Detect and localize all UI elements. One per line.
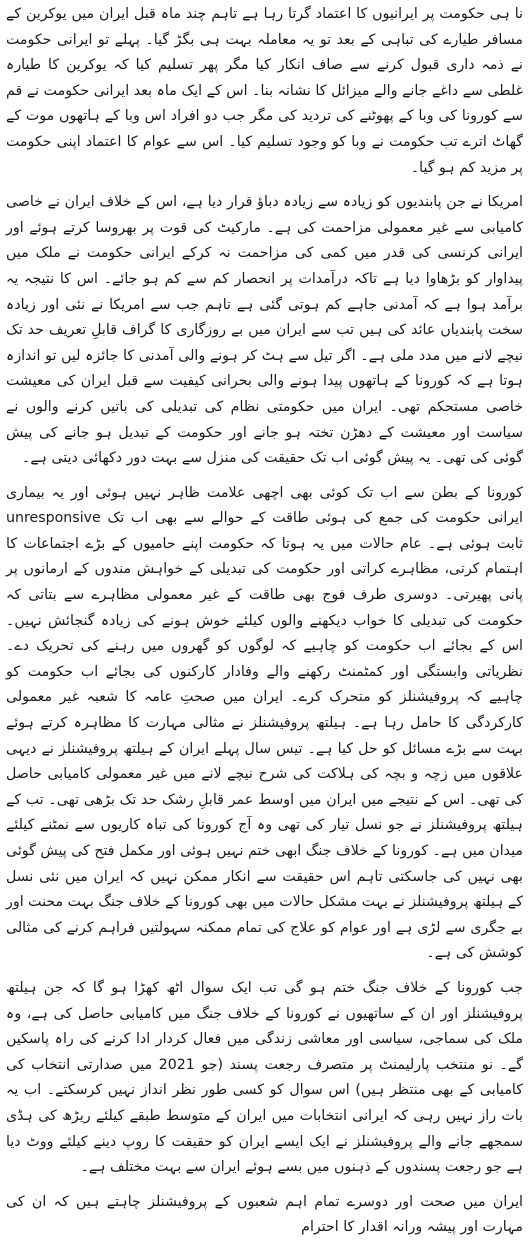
article-body [6,2,523,1241]
closing-line: ایران میں صحت اور دوسرے تمام اہم شعبوں کے پروفیشنلز چاہتے ہیں کہ ان کی مہارت اور پیشہ ورانہ اقدار کا احترام [6,1193,523,1236]
paragraph-4: جب کورونا کے خلاف جنگ ختم ہو گی تب ایک سوال اٹھ کھڑا ہو گا کہ جن ہیلتھ پروفیشنلز اور ان کے ساتھیوں نے کورونا کے خلاف جنگ میں کامیابی حاصل کی ہے، وہ ملک کی سماجی، سیاسی اور معاشی زندگی میں فعال کردار ادا کرنے کی راہ پاسکیں گے۔ نو منتخب پارلیمنٹ پر متصرف رجعت پسند (جو 2021 میں صدارتی انتخاب کی کامیابی کے بھی منتظر ہیں) اس سوال کو کسی طور نظر انداز نہیں کرسکتے۔ اب یہ بات راز نہیں رہی کہ ایرانی انتخابات میں ایران کے متوسط طبقے کیلئے ریڑھ کی ہڈی سمجھے جانے والے پروفیشنلز نے ایک ایسے ایران کو حقیقت کا روپ دینے کیلئے ووٹ دیا ہے جو رجعت پسندوں کے ذہنوں میں بسے ہوئے ایران سے بہت مختلف ہے۔ [6,979,523,1176]
paragraph-2: امریکا نے جن پابندیوں کو زیادہ سے زیادہ دباؤ قرار دیا ہے، اس کے خلاف ایران نے خاصی کامیابی سے غیر معمولی مزاحمت کی ہے۔ مارکیٹ کی قوت پر بھروسا کرتے ہوئے اور ایرانی کرنسی کی قدر میں کمی کی مزاحمت نہ کرکے ایرانی حکومت نے ملک میں پیداوار کو بڑھاوا دیا ہے تاکہ درآمدات پر انحصار کم سے کم ہو جائے۔ اس کا نتیجہ یہ برآمد ہوا ہے کہ آمدنی جاہے کم ہوتی گئی ہے تاہم جب سے امریکا نے نئی اور زیادہ سخت پابندیاں عائد کی ہیں تب سے ایران میں بے روزگاری کا گراف قابلِ تعریف حد تک نیچے لانے میں مدد ملی ہے۔ اگر تیل سے ہٹ کر ہونے والی آمدنی کا جائزہ لیں تو اندازہ ہوتا ہے کہ کورونا کے ہاتھوں پیدا ہونے والی بحرانی کیفیت سے قبل ایران کی معیشت خاصی مستحکم تھی۔ ایران میں حکومتی نظام کی تبدیلی کی باتیں کرنے والوں نے سیاست اور معیشت کے دھڑن تختہ ہو جانے اور حکومت کے تبدیل ہو جانے کی پیش گوئی کی تھی۔ یہ پیش گوئی اب تک حقیقت کی منزل سے بہت دور دکھائی دیتی ہے۔ [6,194,523,467]
paragraph-1: نا ہی حکومت پر ایرانیوں کا اعتماد گرتا رہا ہے تاہم چند ماہ قبل ایران میں یوکرین کے مسافر طیارے کی تباہی کے بعد تو یہ معاملہ بہت ہی بگڑ گیا۔ پہلے تو ایرانی حکومت نے ذمہ داری قبول کرنے سے صاف انکار کیا مگر پھر تسلیم کیا کہ یوکرین کا طیارہ غلطی سے داغے جانے والے میزائل کا نشانہ بنا۔ اس کے ایک ماہ بعد ایرانی حکومت نے قم سے کورونا کی وبا کے پھوٹنے کی تردید کی مگر جب دو افراد اس وبا کے ہاتھوں موت کے گھاٹ اترے تب حکومت نے وبا کو وجود تسلیم کیا۔ اس سے عوام کا اعتماد اپنی حکومت پر مزید کم ہو گیا۔ [6,6,523,176]
paragraph-3: کورونا کے بطن سے اب تک کوئی بھی اچھی علامت ظاہر نہیں ہوئی اور یہ بیماری ایرانی حکومت کی جمع کی ہوئی طاقت کے حوالے سے بھی اب تک unresponsive ثابت ہوئی ہے۔ عام حالات میں یہ ہوتا کہ حکومت اپنے حامیوں کے بڑے اجتماعات کا اہتمام کرتی، مظاہرے کراتی اور حکومت کی تبدیلی کے خواہش مندوں کے ارمانوں پر پانی پھیرتی۔ دوسری طرف فوج بھی طاقت کے غیر معمولی مظاہرے سے بتاتی کہ حکومت کی تبدیلی کا خواب دیکھنے والوں کیلئے خوش ہونے کی زیادہ گنجائش نہیں۔ اس کے بجائے اب حکومت کو چاہیے کہ لوگوں کو گھروں میں رہنے کی تحریک دے۔ نظریاتی وابستگی اور کمٹمنٹ رکھنے والے وفادار کارکنوں کی بجائے اب حکومت کو چاہیے کہ پروفیشنلز کو متحرک کرے۔ ایران میں صحتِ عامہ کا شعبہ غیر معمولی کارکردگی کا حامل رہا ہے۔ ہیلتھ پروفیشنلز نے مثالی مہارت کا مظاہرہ کرتے ہوئے بہت سے بڑے مسائل کو حل کیا ہے۔ تیس سال پہلے ایران کے ہیلتھ پروفیشنلز نے دیہی علاقوں میں زچہ و بچہ کی ہلاکت کی شرح نیچے لانے میں غیر معمولی کامیابی حاصل کی تھی۔ اس کے نتیجے میں ایران میں اوسط عمر قابلِ رشک حد تک بڑھی تھی۔ تب کے ہیلتھ پروفیشنلز نے جو نسل تیار کی تھی وہ آج کورونا کی تباہ کاریوں سے نمٹنے کیلئے میدان میں ہے۔ کورونا کے خلاف جنگ ابھی ختم نہیں ہوئی اور مکمل فتح کی پیش گوئی بھی نہیں کی جاسکتی تاہم اس حقیقت سے انکار ممکن نہیں کہ ایران میں نئی نسل کے ہیلتھ پروفیشنلز نے بہت مشکل حالات میں بھی کورونا کے خلاف جنگ بہت محنت اور بے جگری سے لڑی ہے اور عوام کو علاج کی تمام ممکنہ سہولتیں فراہم کرنے کی مثالی کوشش کی ہے۔ [6,484,523,962]
